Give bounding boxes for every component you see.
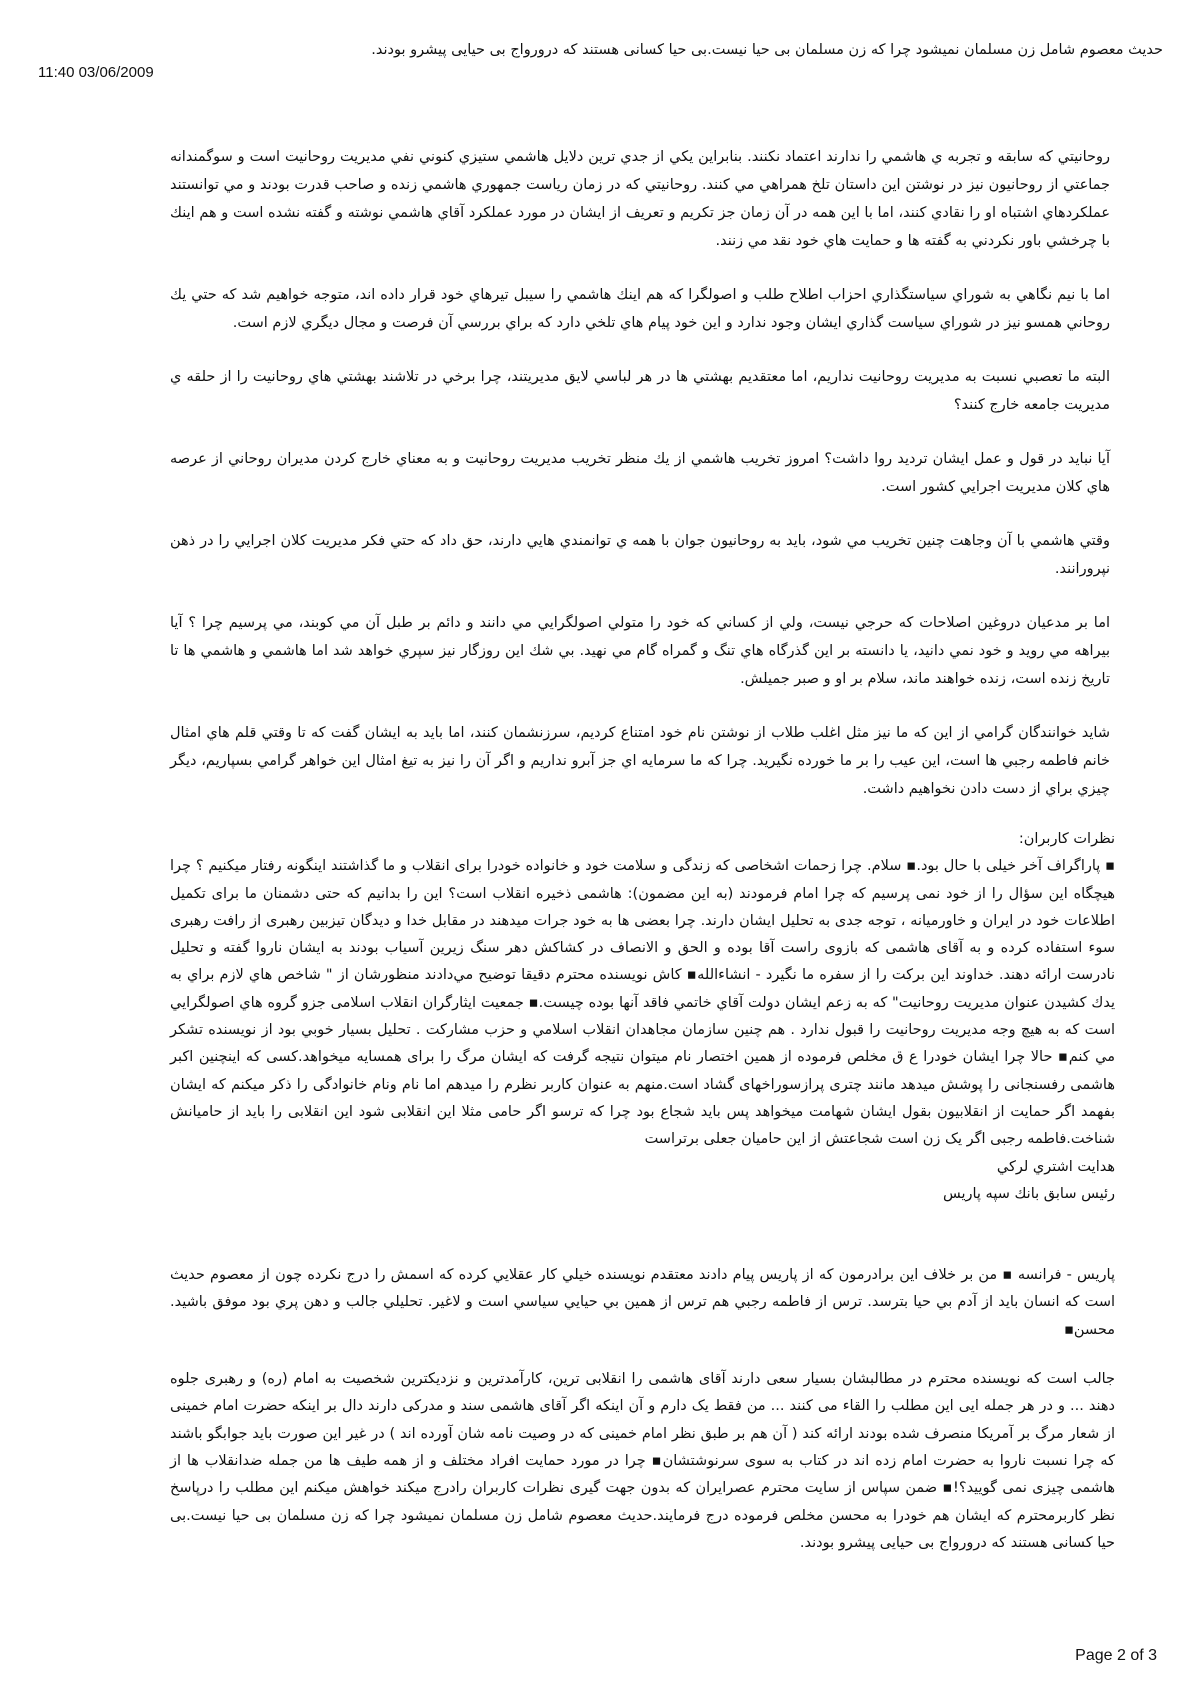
article-paragraph: اما با نيم نگاهي به شوراي سياستگذاري احزاب اطلاح طلب و اصولگرا كه هم اينك هاشمي را سيبل تيرهاي خود قرار داده اند، متوجه خواهيم شد كه حتي يك روحاني همسو نيز در شوراي سياست گذاري ايشان وجود ندارد و اين خود پيام هاي تلخي دارد كه براي بررسي آن فرصت و مجال ديگري لازم است. [170, 287, 1110, 331]
comment-signature-title: رئيس سابق بانك سپه پاريس [942, 1185, 1115, 1202]
article-paragraph: روحانيتي كه سابقه و تجربه ي هاشمي را ندارند اعتماد نكنند. بنابراين يكي از جدي ترين دلايل هاشمي ستيزي كنوني نفي مديريت روحانيت است و سوگمندانه جماعتي از روحانيون نيز در نوشتن اين داستان تلخ همراهي مي كنند. روحانيتي كه در زمان رياست جمهوري هاشمي زنده و صاحب قدرت بودند و مي توانستند عملكردهاي اشتباه او را نقادي كنند، اما با اين همه در آن زمان جز تكريم و تعريف از ايشان در مورد عملكرد آقاي هاشمي نوشته و گفته نشده است و هم اينك با چرخشي باور نكردني به گفته ها و حمايت هاي خود نقد مي زنند. [170, 149, 1110, 249]
comments-heading: نظرات کاربران: [1018, 831, 1115, 847]
article-paragraph: شايد خوانندگان گرامي از اين كه ما نيز مثل اغلب طلاب از نوشتن نام خود امتناع كرديم، سرزنشمان كنند، اما بايد به ايشان گفت كه تا وقتي قلم هاي امثال خانم فاطمه رجبي ها است، اين عيب را بر ما خورده نگيريد. چرا كه ما سرمايه اي جز آبرو نداريم و اگر آن را نيز به تيغ امثال اين خواهر گرامي بسپاريم، ديگر چيزي براي از دست دادن نخواهيم داشت. [170, 725, 1110, 797]
page-header-title: حديث معصوم شامل زن مسلمان نميشود چرا كه زن مسلمان بی حيا نيست.بی حيا كسانی هستند كه درورواج بی حيايی پيشرو بودند. [371, 42, 1163, 58]
page-number: Page 2 of 3 [1075, 1647, 1157, 1664]
comment-block: پاريس - فرانسه ▪ من بر خلاف اين برادرمون كه از پاريس پيام دادند معتقدم نويسنده خيلي كار عقلايي كرده كه اسمش را درج نكرده چون از معصوم حديث است كه انسان بايد از آدم بي حيا بترسد. ترس از فاطمه رجبي هم ترس از همين بي حيايي سياسي است و لاغير. تحليلي جالب و دهن پري بود موفق باشيد. محسن▪ [170, 1267, 1115, 1338]
user-comments-section [170, 826, 1115, 1557]
article-paragraph: وقتي هاشمي با آن وجاهت چنين تخريب مي شود، بايد به روحانيون جوان با همه ي توانمندي هايي دارند، حق داد كه حتي فكر مديريت كلان اجرايي را در ذهن نپرورانند. [170, 533, 1110, 577]
article-paragraph: البته ما تعصبي نسبت به مديريت روحانيت نداريم، اما معتقديم بهشتي ها در هر لباسي لايق مديريتند، چرا برخي در تلاشند بهشتي هاي روحانيت را از حلقه ي مديريت جامعه خارج كنند؟ [170, 369, 1110, 413]
comment-block: ▪ پاراگراف آخر خیلی با حال بود.▪ سلام. چرا زحمات اشخاصی که زندگی و سلامت خود و خانواده خودرا برای انقلاب و ما گذاشتند اینگونه رفتار میکنیم ؟ چرا هیچگاه این سؤال را از خود نمی پرسیم که چرا امام فرمودند (به این مضمون): هاشمی ذخیره انقلاب است؟ این را بدانیم که حتی دشمنان ما برای تکمیل اطلاعات خود در ایران و خاورمیانه ، توجه جدی به تحلیل ایشان دارند. چرا بعضی ها به خود جرات میدهند در مقابل خدا و دیدگان تیزبین رهبری از رافت رهبری سوء استفاده کرده و به آقای هاشمی که بازوی راست آقا بوده و الحق و الانصاف در کشاکش دهر سنگ زیرین آسیاب بودند به ایشان ناروا گفته و تحلیل نادرست ارائه دهند. خداوند این برکت را از سفره ما نگیرد - انشاءالله▪ كاش نويسنده محترم دقيقا توضيح مي‌دادند منظورشان از " شاخص هاي لازم براي به يدك كشيدن عنوان مديريت روحانيت" كه به زعم ايشان دولت آقاي خاتمي فاقد آنها بوده چيست.▪ جمعیت ایثارگران انقلاب اسلامی جزو گروه هاي اصولگرايي است که به هيچ وجه مديريت روحانيت را قبول ندارد . هم چنين سازمان مجاهدان انقلاب اسلامي و حزب مشاركت . تحليل بسيار خوبي بود از نويسنده تشكر مي كنم▪ حالا چرا ایشان خودرا ع ق مخلص فرموده از همین اختصار نام میتوان نتیجه گرفت که ایشان مرگ را برای همسایه میخواهد.کسی که اینچنین اکبر هاشمی رفسنجانی را پوشش میدهد مانند چتری پرازسوراخهای گشاد است.منهم به عنوان کاربر نظرم را میدهم اما نام ونام خانوادگی را ذکر میکنم که ایشان بفهمد اگر حمایت از انقلابیون بقول ایشان شهامت میخواهد پس باید شجاع بود چرا که ترسو اگر حامی مثلا این انقلابی شود این انقلابی را باید از حامیانش شناخت.فاطمه رجبی اگر یک زن است شجاعتش از این حامیان جعلی برتراست [170, 858, 1115, 1148]
comment-block: جالب است که نویسنده محترم در مطالبشان بسیار سعی دارند آقای هاشمی را انقلابی ترین، کارآمدترین و نزدیکترین شخصیت به امام (ره) و رهبری جلوه دهند ... و در هر جمله ایی این مطلب را القاء می کنند ... من فقط یک دارم و آن اینکه اگر آقای هاشمی سند و مدرکی دارند دال بر اینکه حضرت امام خمینی از شعار مرگ بر آمریکا منصرف شده بودند ارائه کند ( آن هم بر طبق نظر امام خمینی که در وصیت نامه شان آورده اند ) در غیر این صورت باید جوابگو باشند که چرا نسبت ناروا به حضرت امام زده اند در کتاب به سوی سرنوشتشان▪ چرا در مورد حمایت افراد مختلف و از همه طیف ها من جمله ضدانقلاب ها از هاشمی چیزی نمی گویید؟!▪ ضمن سپاس از سایت محترم عصرایران که بدون جهت گیری نظرات کاربران رادرج میکند خواهش میکنم این مطلب را درپاسخ نظر کاربرمحترم که ایشان هم خودرا به محسن مخلص فرموده درج فرمایند.حديث معصوم شامل زن مسلمان نميشود چرا كه زن مسلمان بی حيا نيست.بی حيا كسانی هستند كه درورواج بی حيايی پيشرو بودند. [170, 1371, 1115, 1551]
print-datetime: 11:40 03/06/2009 [38, 64, 154, 81]
article-body [170, 143, 1110, 829]
comment-signature-name: هدايت اشتري لركي [996, 1158, 1115, 1175]
article-paragraph: اما بر مدعيان دروغين اصلاحات كه حرجي نيست، ولي از كساني كه خود را متولي اصولگرايي مي دانند و دائم بر طبل آن مي كوبند، مي پرسيم چرا ؟ آيا بيراهه مي رويد و خود نمي دانيد، يا دانسته بر اين گذرگاه هاي تنگ و گمراه گام مي نهيد. بي شك اين روزگار نيز سپري خواهد شد اما هاشمي و هاشمي ها تا تاريخ زنده است، زنده خواهند ماند، سلام بر او و صبر جميلش. [170, 615, 1110, 687]
article-paragraph: آيا نبايد در قول و عمل ايشان ترديد روا داشت؟ امروز تخريب هاشمي از يك منظر تخريب مديريت روحانيت و به معناي خارج كردن مديران روحاني از عرصه هاي كلان مديريت اجرايي كشور است. [170, 451, 1110, 495]
